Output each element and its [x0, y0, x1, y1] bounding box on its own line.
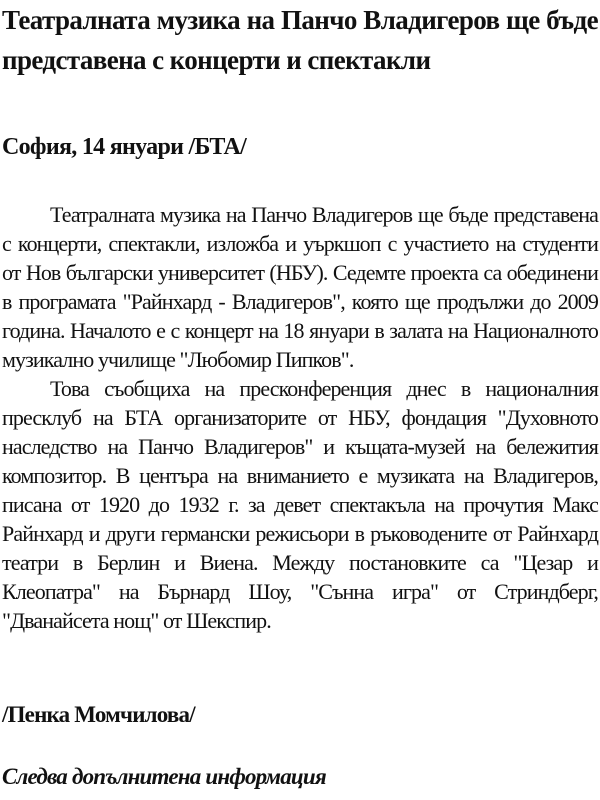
article-headline: [2, 0, 598, 80]
article-author: /Пенка Момчилова/: [2, 702, 195, 727]
headline-line-1: Театралната музика на Панчо Владигеров ще бъде: [2, 5, 598, 35]
follow-up-note: Следва допълнитена информация: [2, 764, 326, 789]
article-paragraph-2: Това съобщиха на пресконференция днес в националния пресклуб на БТА организаторите от НБУ, фондация "Духовното наследство на Панчо Владигеров" и къщата-музей на бележития композитор. В центъра на вниманието е музиката на Владигеров, писана от 1920 до 1932 г. за девет спектакъла на прочутия Макс Райнхард и други германски режисьори в ръководените от Райнхард театри в Берлин и Виена. Между постановките са "Цезар и Клеопатра" на Бърнард Шоу, "Сънна игра" от Стриндберг, "Дванайсета нощ" от Шекспир.: [2, 376, 598, 633]
article-dateline: София, 14 януари /БТА/: [2, 134, 247, 160]
headline-line-2: представена с концерти и спектакли: [2, 45, 431, 75]
article-paragraph-1: Театралната музика на Панчо Владигеров ще бъде представена с концерти, спектакли, изложба и уъркшоп с участието на студенти от Нов български университет (НБУ). Седемте проекта са обединени в програмата "Райнхард - Владигеров", която ще продължи до 2009 година. Началото е с концерт на 18 януари в залата на Националното музикално училище "Любомир Пипков".: [2, 202, 598, 372]
article-body: [2, 200, 598, 635]
